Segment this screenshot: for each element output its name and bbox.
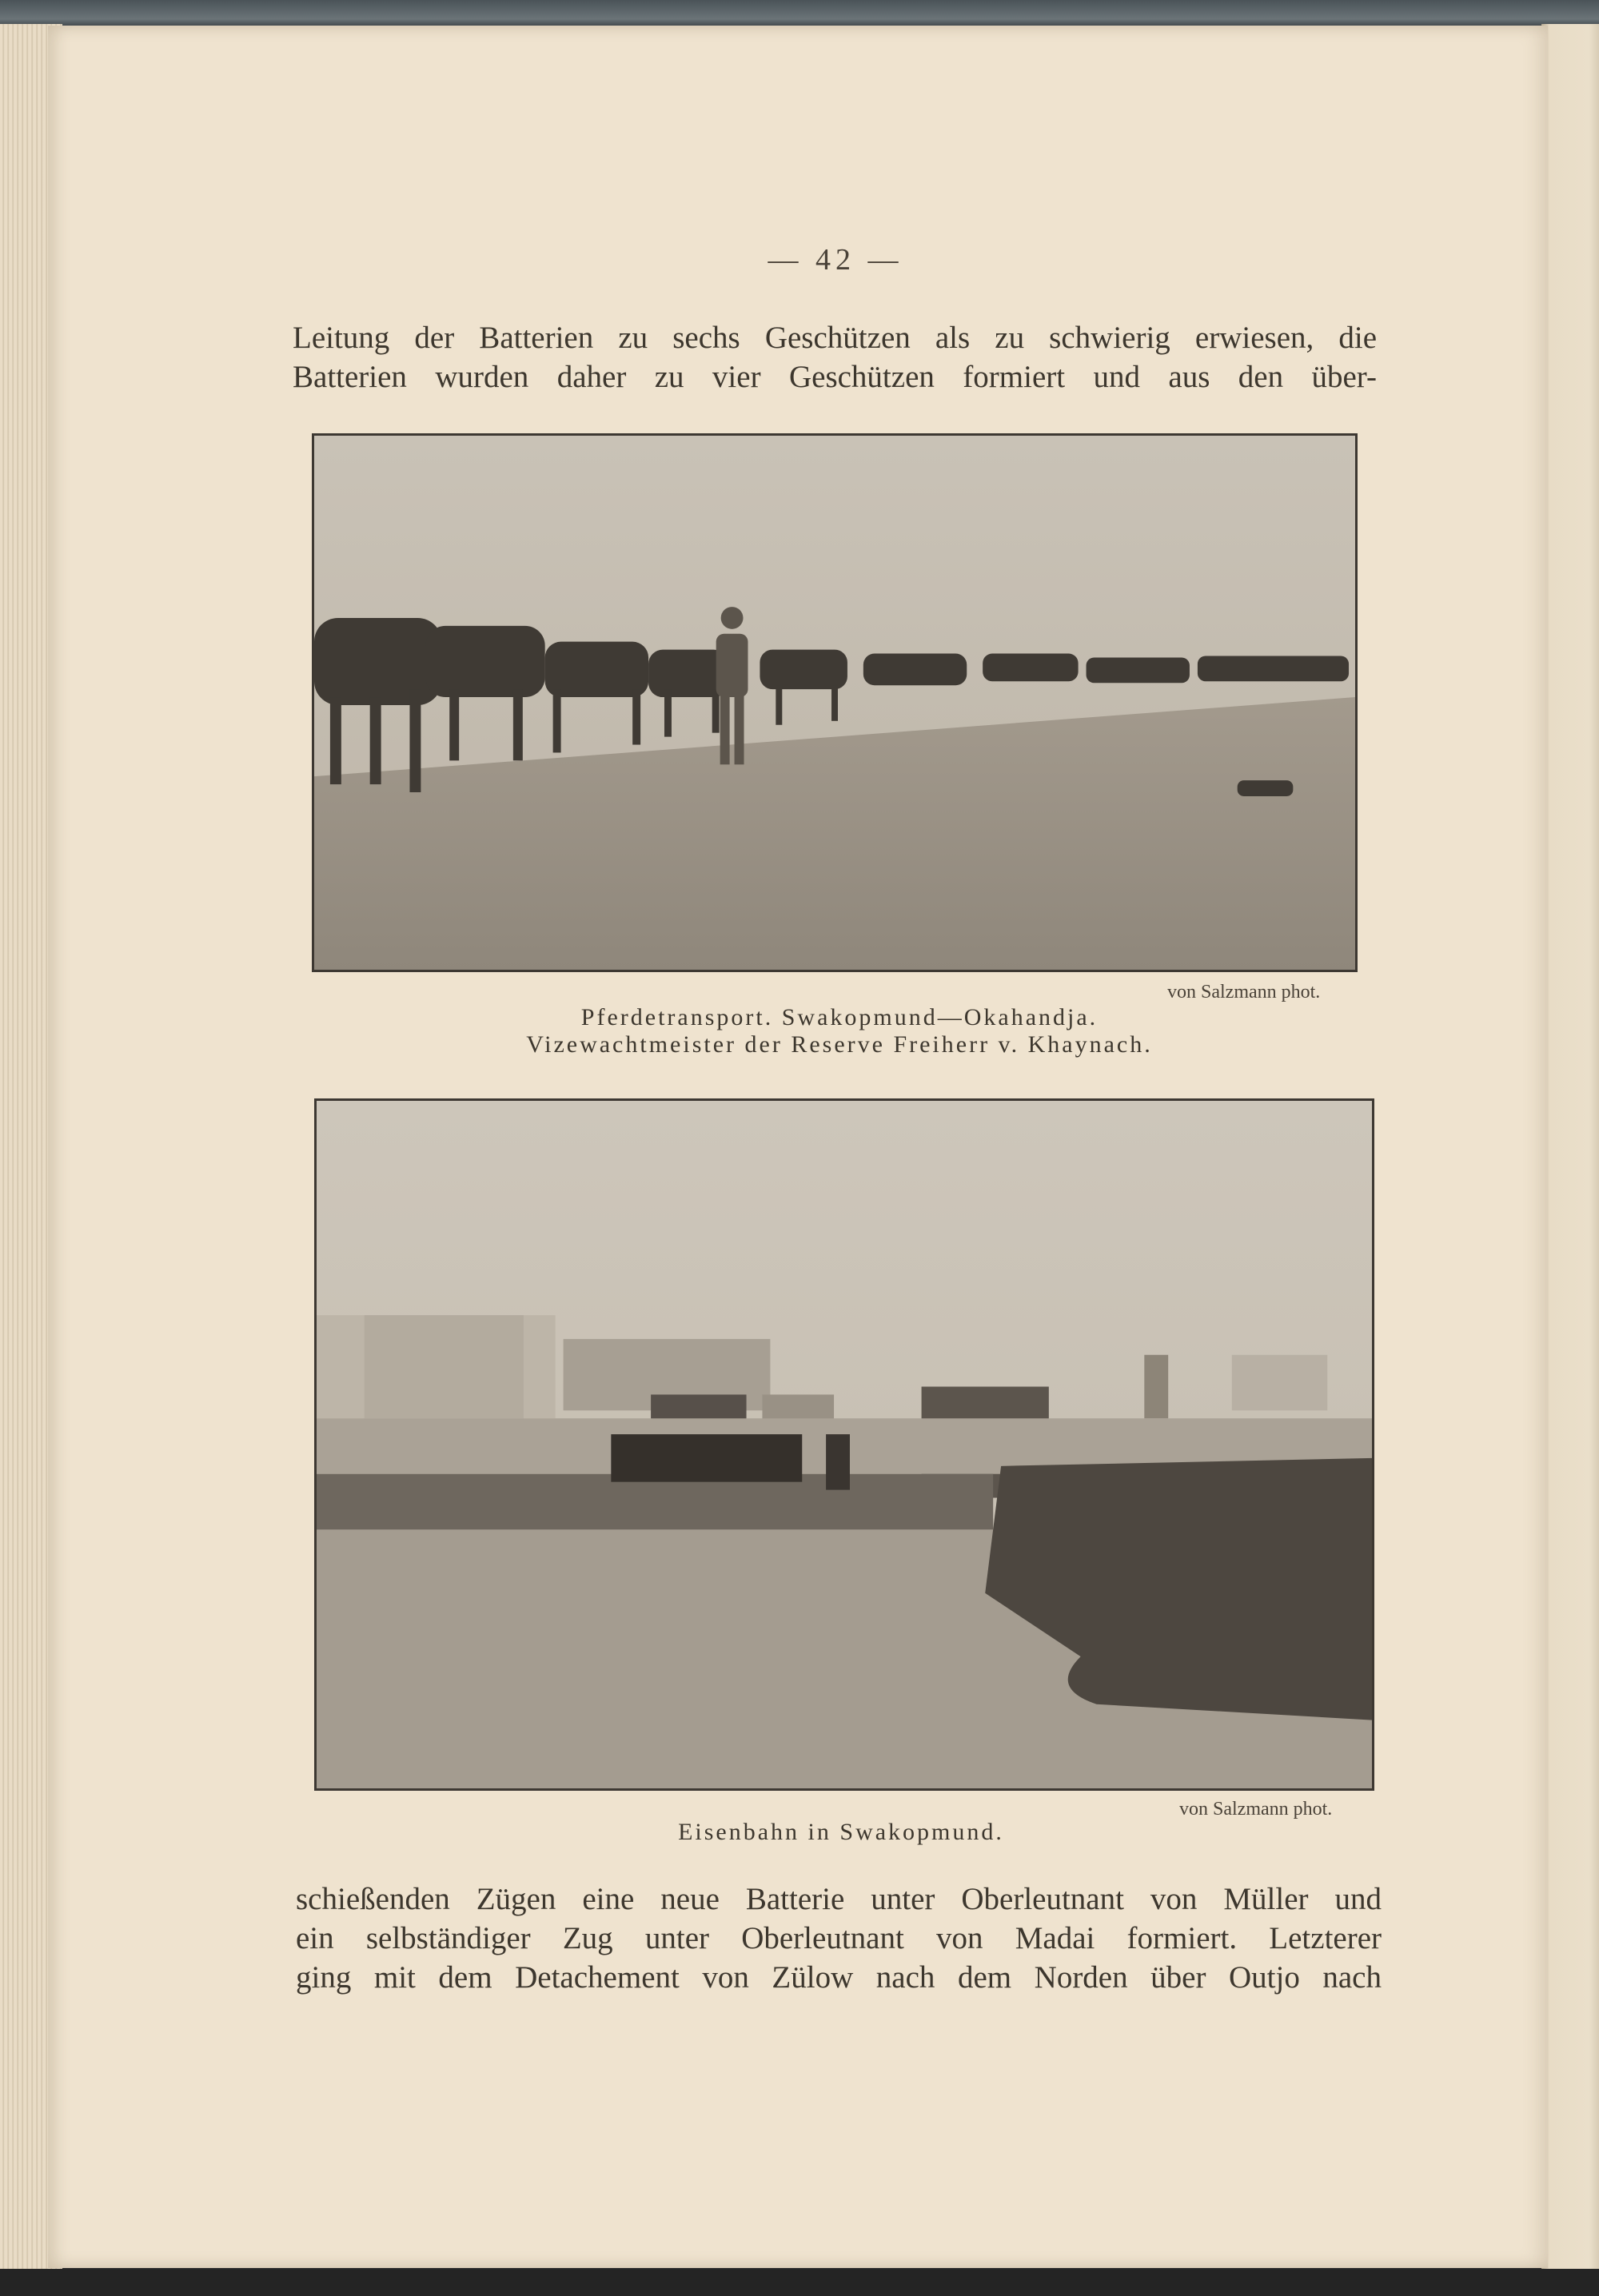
text-line: ein selbständiger Zug unter Oberleutnant von Madai formiert. Letzterer: [296, 1921, 1382, 1955]
book-cover-bottom-edge: [0, 2269, 1599, 2296]
paragraph-bottom: [296, 1879, 1382, 1997]
photo-credit: von Salzmann phot.: [1179, 1799, 1333, 1820]
text-line: Batterien wurden daher zu vier Geschützen formiert und aus den über-: [293, 360, 1377, 394]
text-line: Leitung der Batterien zu sechs Geschützen als zu schwierig erwiesen, die: [293, 321, 1377, 355]
next-page-edge: [1541, 24, 1599, 2270]
photo-railway-swakopmund: [314, 1098, 1374, 1791]
photo-caption: Vizewachtmeister der Reserve Freiherr v. Khaynach.: [526, 1031, 1153, 1058]
photo-credit: von Salzmann phot.: [1167, 982, 1321, 1003]
photo-horse-transport: [312, 433, 1358, 972]
book-cover-top-edge: [0, 0, 1599, 27]
photo-caption: Eisenbahn in Swakopmund.: [678, 1819, 1004, 1845]
text-line: schießenden Zügen eine neue Batterie unter Oberleutnant von Müller und: [296, 1882, 1382, 1916]
paragraph-top: [293, 318, 1377, 397]
page-number: — 42 —: [768, 243, 903, 277]
text-line: ging mit dem Detachement von Zülow nach dem Norden über Outjo nach: [296, 1960, 1382, 1995]
photo-caption: Pferdetransport. Swakopmund—Okahandja.: [580, 1004, 1099, 1030]
